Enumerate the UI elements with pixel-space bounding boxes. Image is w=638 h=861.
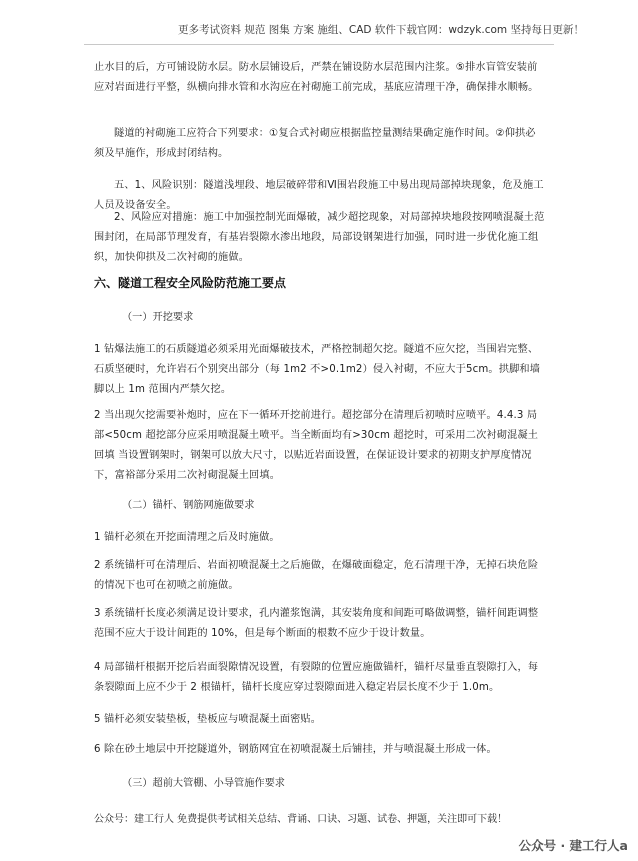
anchor-item-2: 2 系统锚杆可在清理后、岩面初喷混凝土之后施做，在爆破面稳定，危石清理干净，无掉石块危险的情况下也可在初喷之前施做。: [94, 560, 539, 591]
top-paragraph-2-block: [94, 124, 546, 164]
anchor-item-5: 5 锚杆必须安装垫板，垫板应与喷混凝土面密贴。: [94, 714, 322, 725]
anchor-item-4-block: [94, 658, 546, 698]
subheading-pipe-roof: （三）超前大管棚、小导管施作要求: [122, 778, 285, 789]
anchor-item-1-block: [94, 528, 546, 548]
anchor-item-4: 4 局部锚杆根据开挖后岩面裂隙情况设置，有裂隙的位置应施做锚杆，锚杆尽量垂直裂隙打入，每条裂隙面上应不少于 2 根锚杆，锚杆长度应穿过裂隙面进入稳定岩层长度不少于 1.0m。: [94, 662, 539, 693]
anchor-item-5-block: [94, 710, 546, 730]
anchor-item-6-block: [94, 740, 546, 760]
section-title: 六、隧道工程安全风险防范施工要点: [94, 276, 287, 290]
anchor-item-3: 3 系统锚杆长度必须满足设计要求，孔内灌浆饱满，其安装角度和间距可略做调整，锚杆间距调整范围不应大于设计间距的 10%，但是每个断面的根数不应少于设计数量。: [94, 608, 539, 639]
page-header: 更多考试资料 规范 图集 方案 施组、CAD 软件下载官网：wdzyk.com 坚持每日更新！: [178, 24, 584, 36]
anchor-item-1: 1 锚杆必须在开挖面清理之后及时施做。: [94, 532, 280, 543]
paragraph-lining: 隧道的衬砌施工应符合下列要求：①复合式衬砌应根据监控量测结果确定施作时间。②仰拱必须及早施作，形成封闭结构。: [94, 128, 536, 159]
header-divider: [84, 44, 554, 45]
excavation-item-2: 2 当出现欠挖需要补炮时，应在下一循环开挖前进行。超挖部分在清理后初喷时应喷平。4.4.3 局部<50cm 超挖部分应采用喷混凝土喷平。当全断面均有>30cm 超挖时，可采用二次衬砌混凝土回填 当设置钢架时，钢架可以放大尺寸，以贴近岩面设置，在保证设计要求的初期支护厚度情况下，富裕部分采用二次衬砌混凝土回填。: [94, 410, 539, 481]
paragraph-waterproof: 止水目的后，方可铺设防水层。防水层铺设后，严禁在铺设防水层范围内注浆。⑤排水盲管安装前应对岩面进行平整，纵横向排水管和水沟应在衬砌施工前完成，基底应清理干净，确保排水顺畅。: [94, 62, 539, 93]
top-paragraph-4-block: [94, 208, 546, 268]
anchor-item-2-block: [94, 556, 546, 596]
excavation-item-1: 1 钻爆法施工的石质隧道必须采用光面爆破技术，严格控制超欠挖。隧道不应欠挖，当围岩完整、石质坚硬时，允许岩石个别突出部分（每 1m2 不>0.1m2）侵入衬砌，不应大于5cm。拱脚和墙脚以上 1m 范围内严禁欠挖。: [94, 344, 541, 395]
subheading-anchor-mesh: （二）锚杆、钢筋网施做要求: [122, 500, 255, 511]
paragraph-risk-measures: 2、风险应对措施：施工中加强控制光面爆破，减少超挖现象，对局部掉块地段按网喷混凝土范围封闭，在局部节理发育，有基岩裂隙水渗出地段，局部设钢架进行加强，同时进一步优化施工组织，加快仰拱及二次衬砌的施做。: [94, 212, 545, 263]
watermark-account: 公众号 · 建工行人a: [518, 838, 628, 853]
anchor-item-6: 6 除在砂土地层中开挖隧道外，钢筋网宜在初喷混凝土后铺挂，并与喷混凝土形成一体。: [94, 744, 497, 755]
anchor-item-3-block: [94, 604, 546, 644]
excavation-item-2-block: [94, 406, 546, 486]
top-paragraph-1-block: [94, 58, 546, 98]
paragraph-risk-identification: 五、1、风险识别：隧道浅埋段、地层破碎带和Ⅵ围岩段施工中易出现局部掉块现象，危及施工人员及设备安全。: [94, 180, 544, 211]
subheading-excavation: （一）开挖要求: [122, 312, 194, 323]
footer-note: 公众号：建工行人 免费提供考试相关总结、背诵、口诀、习题、试卷、押题，关注即可下载！: [94, 814, 508, 825]
excavation-item-1-block: [94, 340, 546, 400]
